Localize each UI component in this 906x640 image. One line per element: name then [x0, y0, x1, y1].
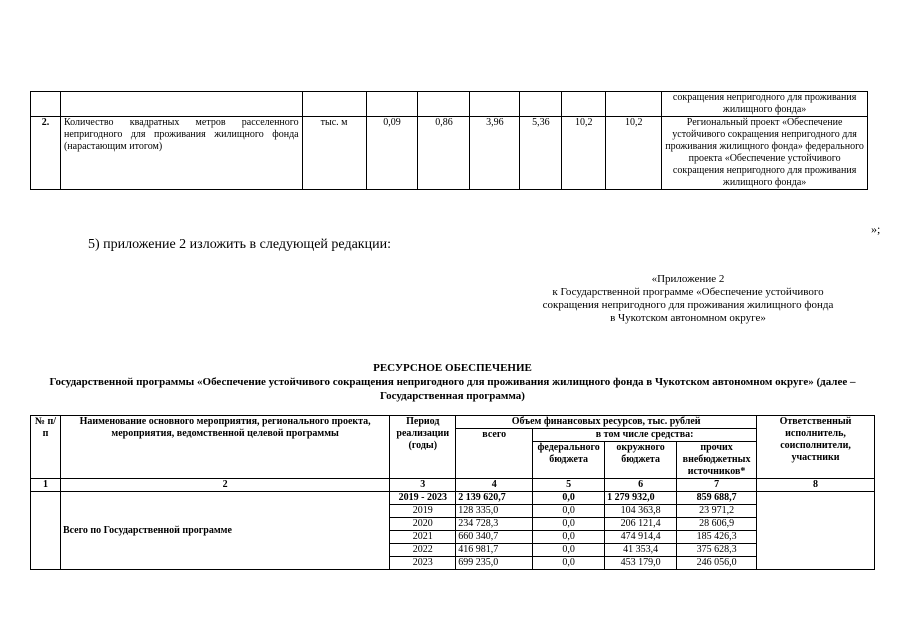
appendix-line: к Государственной программе «Обеспечение устойчивого [552, 286, 824, 298]
other-cell: 246 056,0 [677, 557, 757, 570]
total-cell: 660 340,7 [456, 531, 533, 544]
total-cell: 128 335,0 [456, 505, 533, 518]
federal-cell: 0,0 [533, 531, 605, 544]
row-number: 2. [31, 117, 61, 190]
total-cell: 416 981,7 [456, 544, 533, 557]
district-cell: 104 363,8 [605, 505, 677, 518]
header-federal: федерального бюджета [533, 442, 605, 479]
appendix-line: в Чукотском автономном округе» [610, 312, 766, 324]
period-cell: 2020 [390, 518, 456, 531]
col-number: 6 [605, 479, 677, 492]
district-cell: 474 914,4 [605, 531, 677, 544]
appendix-header [490, 273, 886, 325]
header-district: окружного бюджета [605, 442, 677, 479]
period-cell: 2019 [390, 505, 456, 518]
other-cell: 28 606,9 [677, 518, 757, 531]
value-cell: 3,96 [470, 117, 520, 190]
column-numbers-row [31, 479, 875, 492]
responsible-cell: Региональный проект «Обеспечение устойчивого сокращения непригодного для проживания жилищного фонда» федерального проекта «Обеспечение устойчивого сокращения непригодного для проживания жилищного фонда» [662, 117, 868, 190]
col-number: 7 [677, 479, 757, 492]
other-cell: 185 426,3 [677, 531, 757, 544]
header-responsible: Ответственный исполнитель, соисполнители, участники [757, 416, 875, 479]
other-cell: 375 628,3 [677, 544, 757, 557]
federal-cell: 0,0 [533, 518, 605, 531]
period-cell: 2021 [390, 531, 456, 544]
amendment-paragraph: 5) приложение 2 изложить в следующей редакции: [88, 237, 391, 252]
title-line-1: РЕСУРСНОЕ ОБЕСПЕЧЕНИЕ [373, 362, 532, 374]
table-row [31, 92, 868, 117]
indicators-table [30, 91, 868, 190]
federal-cell: 0,0 [533, 505, 605, 518]
value-cell: 5,36 [520, 117, 562, 190]
header-other: прочих внебюджетных источников* [677, 442, 757, 479]
col-number: 2 [60, 479, 389, 492]
total-label: Всего по Государственной программе [60, 492, 389, 570]
federal-cell: 0,0 [533, 492, 605, 505]
document-title [30, 361, 875, 403]
appendix-line: «Приложение 2 [651, 273, 725, 285]
responsible-cell: сокращения непригодного для проживания жилищного фонда» [662, 92, 868, 117]
resource-table [30, 415, 875, 570]
table-row [31, 492, 875, 505]
closing-quote: »; [871, 222, 881, 236]
value-cell: 0,86 [418, 117, 470, 190]
unit-cell: тыс. м [302, 117, 366, 190]
value-cell: 10,2 [562, 117, 606, 190]
federal-cell: 0,0 [533, 544, 605, 557]
title-line-2: Государственной программы «Обеспечение устойчивого сокращения непригодного для проживания жилищного фонда в Чукотском автономном округе» (далее – Государственная программа) [49, 376, 856, 402]
header-period: Период реализации (годы) [390, 416, 456, 479]
col-number: 5 [533, 479, 605, 492]
header-total: всего [456, 429, 533, 479]
header-name: Наименование основного мероприятия, регионального проекта, мероприятия, ведомственной целевой программы [60, 416, 389, 479]
header-row [31, 416, 875, 429]
district-cell: 206 121,4 [605, 518, 677, 531]
period-cell: 2019 - 2023 [390, 492, 456, 505]
header-num: № п/п [31, 416, 61, 479]
other-cell: 859 688,7 [677, 492, 757, 505]
district-cell: 1 279 932,0 [605, 492, 677, 505]
col-number: 4 [456, 479, 533, 492]
value-cell: 0,09 [366, 117, 418, 190]
total-cell: 234 728,3 [456, 518, 533, 531]
header-volume: Объем финансовых ресурсов, тыс. рублей [456, 416, 757, 429]
header-incl: в том числе средства: [533, 429, 757, 442]
district-cell: 41 353,4 [605, 544, 677, 557]
total-cell: 2 139 620,7 [456, 492, 533, 505]
federal-cell: 0,0 [533, 557, 605, 570]
period-cell: 2022 [390, 544, 456, 557]
col-number: 8 [757, 479, 875, 492]
total-cell: 699 235,0 [456, 557, 533, 570]
col-number: 3 [390, 479, 456, 492]
col-number: 1 [31, 479, 61, 492]
value-cell: 10,2 [606, 117, 662, 190]
district-cell: 453 179,0 [605, 557, 677, 570]
table-row [31, 117, 868, 190]
period-cell: 2023 [390, 557, 456, 570]
indicator-name: Количество квадратных метров расселенного непригодного для проживания жилищного фонда (нарастающим итогом) [60, 117, 302, 190]
other-cell: 23 971,2 [677, 505, 757, 518]
appendix-line: сокращения непригодного для проживания жилищного фонда [542, 299, 834, 311]
